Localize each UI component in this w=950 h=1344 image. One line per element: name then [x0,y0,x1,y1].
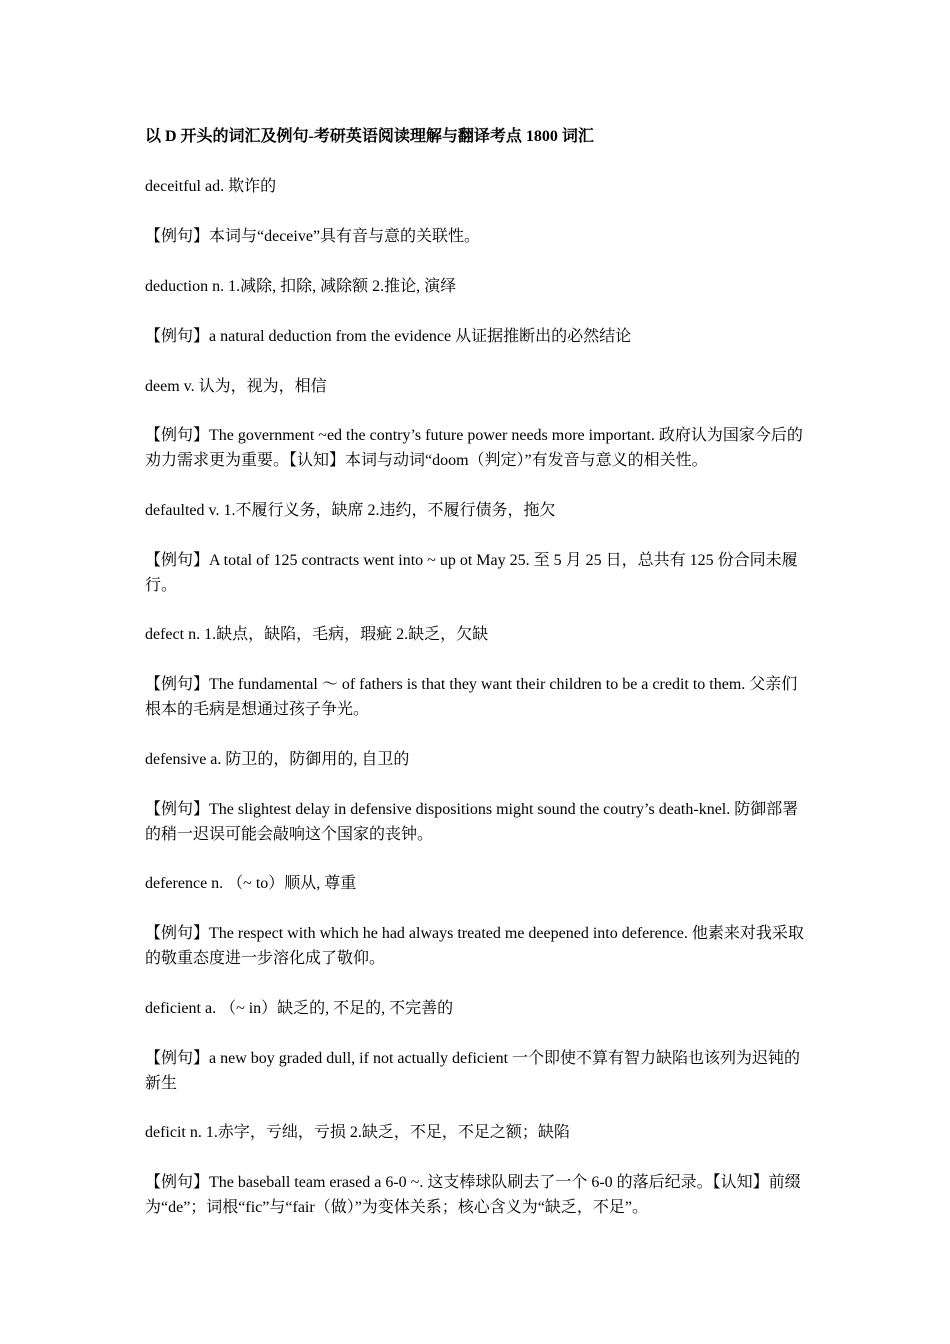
entry-example-defensive: 【例句】The slightest delay in defensive dispositions might sound the coutry’s death-knel. 防御部署的稍一迟误可能会敲响这个国家的丧钟。 [145,801,799,843]
entry-example-deference: 【例句】The respect with which he had always treated me deepened into deference. 他素来对我采取的敬重态度进一步溶化成了敬仰。 [145,925,804,967]
entry-headword-deficit: deficit n. 1.赤字，亏绌，亏损 2.缺乏，不足，不足之额；缺陷 [145,1124,570,1141]
entry-example-deficit: 【例句】The baseball team erased a 6-0 ~. 这支棒球队刷去了一个 6-0 的落后纪录。【认知】前缀为“de”；词根“fic”与“fair（做）”为变体关系；核心含义为“缺乏，不足”。 [145,1174,801,1216]
entry-headword-deference: deference n. （~ to）顺从, 尊重 [145,875,357,892]
document-title: 以 D 开头的词汇及例句-考研英语阅读理解与翻译考点 1800 词汇 [145,128,594,145]
entry-example-deficient: 【例句】a new boy graded dull, if not actually deficient 一个即使不算有智力缺陷也该列为迟钝的新生 [145,1050,801,1092]
entry-headword-deceitful: deceitful ad. 欺诈的 [145,178,277,195]
entry-example-defect: 【例句】The fundamental ～ of fathers is that they want their children to be a credit to them. 父亲们根本的毛病是想通过孩子争光。 [145,676,798,718]
entry-example-deceitful: 【例句】本词与“deceive”具有音与意的关联性。 [145,228,481,245]
entry-headword-deficient: deficient a. （~ in）缺乏的, 不足的, 不完善的 [145,1000,454,1017]
entry-headword-defaulted: defaulted v. 1.不履行义务，缺席 2.违约，不履行债务，拖欠 [145,502,556,519]
entry-example-defaulted: 【例句】A total of 125 contracts went into ~ up ot May 25. 至 5 月 25 日，总共有 125 份合同未履行。 [145,552,798,594]
entry-example-deduction: 【例句】a natural deduction from the evidence 从证据推断出的必然结论 [145,328,632,345]
entry-headword-deem: deem v. 认为，视为，相信 [145,378,327,395]
entry-headword-defect: defect n. 1.缺点，缺陷，毛病，瑕疵 2.缺乏，欠缺 [145,626,489,643]
entry-headword-defensive: defensive a. 防卫的，防御用的, 自卫的 [145,751,410,768]
entry-headword-deduction: deduction n. 1.减除, 扣除, 减除额 2.推论, 演绎 [145,278,457,295]
entry-example-deem: 【例句】The government ~ed the contry’s future power needs more important. 政府认为国家今后的劝力需求更为重要。【认知】本词与动词“doom（判定）”有发音与意义的相关性。 [145,427,803,469]
